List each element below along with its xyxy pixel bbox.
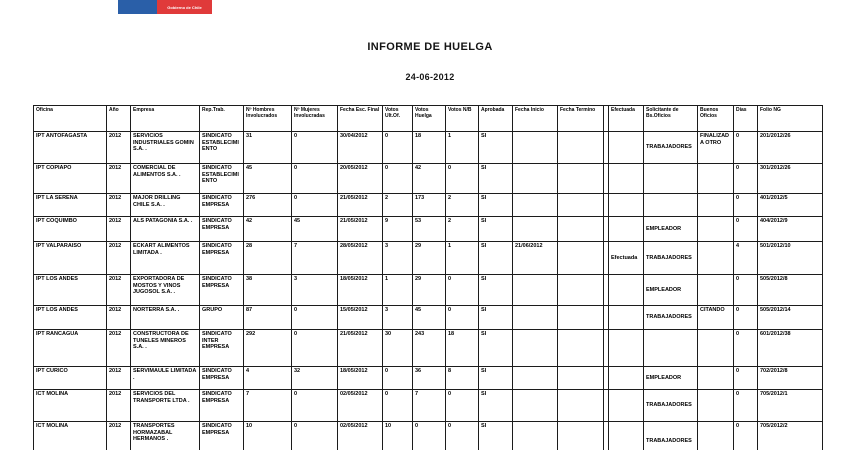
table-cell: EMPLEADOR (644, 217, 698, 242)
table-cell: CONSTRUCTORA DE TUNELES MINEROS S.A. . (131, 330, 200, 367)
table-cell: TRABAJADORES (644, 306, 698, 330)
table-cell: 301/2012/26 (758, 164, 823, 194)
table-cell: IPT ANTOFAGASTA (34, 132, 107, 164)
table-cell: 0 (446, 164, 479, 194)
table-cell (698, 217, 734, 242)
table-cell: EMPLEADOR (644, 367, 698, 390)
table-cell (698, 367, 734, 390)
table-cell: ALS PATAGONIA S.A. . (131, 217, 200, 242)
table-cell: 2012 (107, 217, 131, 242)
table-cell: SINDICATO EMPRESA (200, 217, 244, 242)
table-cell: SI (479, 194, 513, 217)
table-cell: 28/05/2012 (338, 242, 383, 275)
table-cell: 15/05/2012 (338, 306, 383, 330)
table-cell: 3 (383, 242, 413, 275)
table-cell (513, 330, 558, 367)
table-cell (698, 330, 734, 367)
strike-report-table (33, 105, 823, 450)
table-cell (609, 275, 644, 306)
table-cell (513, 217, 558, 242)
table-cell (513, 275, 558, 306)
column-header: Año (107, 106, 131, 132)
column-header: Rep.Trab. (200, 106, 244, 132)
table-cell: 0 (292, 164, 338, 194)
column-header: Fecha Inicio (513, 106, 558, 132)
table-cell: 18 (446, 330, 479, 367)
report-date: 24-06-2012 (405, 72, 455, 82)
column-header: Oficina (34, 106, 107, 132)
table-cell: 0 (292, 330, 338, 367)
column-header: Empresa (131, 106, 200, 132)
table-cell: 4 (734, 242, 758, 275)
table-cell: 30 (383, 330, 413, 367)
table-cell: 7 (413, 390, 446, 422)
table-cell: 2012 (107, 194, 131, 217)
table-cell: ICT MOLINA (34, 390, 107, 422)
table-cell (698, 194, 734, 217)
table-cell (644, 164, 698, 194)
table-cell: 3 (292, 275, 338, 306)
table-cell: 9 (383, 217, 413, 242)
table-cell: 45 (292, 217, 338, 242)
column-header: Buenos Oficios (698, 106, 734, 132)
table-cell: 2012 (107, 132, 131, 164)
table-cell: 0 (446, 306, 479, 330)
table-cell: 8 (446, 367, 479, 390)
table-cell: 0 (383, 367, 413, 390)
column-header: Solicitante de Bs.Oficios (644, 106, 698, 132)
table-cell: 601/2012/38 (758, 330, 823, 367)
table-cell (558, 422, 604, 450)
table-cell: 18/05/2012 (338, 367, 383, 390)
table-cell: ECKART ALIMENTOS LIMITADA . (131, 242, 200, 275)
table-cell (513, 367, 558, 390)
table-cell: SERVICIOS INDUSTRIALES GOMIN S.A. . (131, 132, 200, 164)
table-cell: SI (479, 330, 513, 367)
column-header: Nº Mujeres Involucradas (292, 106, 338, 132)
table-row (34, 275, 823, 306)
table-cell: 702/2012/8 (758, 367, 823, 390)
table-cell: TRABAJADORES (644, 242, 698, 275)
table-cell: SINDICATO EMPRESA (200, 194, 244, 217)
table-cell: EMPLEADOR (644, 275, 698, 306)
table-cell: 0 (413, 422, 446, 450)
table-cell: 42 (244, 217, 292, 242)
table-cell: 0 (734, 306, 758, 330)
table-cell: 21/06/2012 (513, 242, 558, 275)
table-cell (513, 132, 558, 164)
logo-text: Gobierno de Chile (167, 4, 202, 10)
table-cell: IPT RANCAGUA (34, 330, 107, 367)
column-header: Folio NG (758, 106, 823, 132)
table-row (34, 367, 823, 390)
table-cell: SINDICATO EMPRESA (200, 242, 244, 275)
table-cell: IPT COQUIMBO (34, 217, 107, 242)
table-cell: IPT LOS ANDES (34, 306, 107, 330)
table-cell: SINDICATO EMPRESA (200, 390, 244, 422)
table-cell: 18/05/2012 (338, 275, 383, 306)
table-row (34, 132, 823, 164)
table-cell: SINDICATO EMPRESA (200, 422, 244, 450)
logo-blue-flag-block (118, 0, 157, 14)
table-cell: 0 (734, 422, 758, 450)
table-header-row (34, 106, 823, 132)
table-cell: 30/04/2012 (338, 132, 383, 164)
table-cell: 1 (446, 242, 479, 275)
table-cell (609, 367, 644, 390)
table-cell: 45 (244, 164, 292, 194)
table-cell (609, 194, 644, 217)
table-cell: 36 (413, 367, 446, 390)
table-cell (513, 194, 558, 217)
table-cell: 0 (292, 422, 338, 450)
table-cell: 4 (244, 367, 292, 390)
table-cell: 0 (734, 330, 758, 367)
column-header: Aprobada (479, 106, 513, 132)
table-cell: 02/05/2012 (338, 422, 383, 450)
table-cell: IPT VALPARAISO (34, 242, 107, 275)
table-cell: 0 (734, 390, 758, 422)
table-cell: 2012 (107, 275, 131, 306)
table-cell: 28 (244, 242, 292, 275)
table-cell: IPT COPIAPO (34, 164, 107, 194)
table-cell: SERVICIOS DEL TRANSPORTE LTDA . (131, 390, 200, 422)
table-cell: 0 (383, 132, 413, 164)
table-cell: 2012 (107, 367, 131, 390)
table-cell: EXPORTADORA DE MOSTOS Y VINOS JUGOSOL S.A. . (131, 275, 200, 306)
table-cell: SI (479, 217, 513, 242)
table-cell: 45 (413, 306, 446, 330)
logo-red-flag-block (157, 0, 212, 14)
table-cell: SINDICATO ESTABLECIMIENTO (200, 132, 244, 164)
table-cell (513, 390, 558, 422)
table-cell: SINDICATO EMPRESA (200, 367, 244, 390)
table-cell: 0 (446, 422, 479, 450)
column-header: Días (734, 106, 758, 132)
table-cell: 0 (292, 390, 338, 422)
table-cell: 2012 (107, 390, 131, 422)
table-cell (558, 217, 604, 242)
column-header: Fecha Termino (558, 106, 604, 132)
table-cell: SI (479, 132, 513, 164)
table-cell: 705/2012/2 (758, 422, 823, 450)
table-cell (558, 164, 604, 194)
column-header: Votos N/B (446, 106, 479, 132)
table-cell: 2012 (107, 164, 131, 194)
table-cell: IPT CURICO (34, 367, 107, 390)
table-cell (609, 390, 644, 422)
table-cell (609, 306, 644, 330)
table-cell: 10 (383, 422, 413, 450)
table-cell: SINDICATO EMPRESA (200, 275, 244, 306)
table-row (34, 194, 823, 217)
table-cell (558, 330, 604, 367)
table-cell (609, 217, 644, 242)
table-body (34, 132, 823, 450)
table-cell (609, 330, 644, 367)
table-cell: SI (479, 367, 513, 390)
table-cell: 31 (244, 132, 292, 164)
table-cell: 404/2012/9 (758, 217, 823, 242)
table-cell: NORTERRA S.A. . (131, 306, 200, 330)
table-cell (558, 242, 604, 275)
table-cell: COMERCIAL DE ALIMENTOS S.A. . (131, 164, 200, 194)
table-cell: FINALIZADA OTRO (698, 132, 734, 164)
table-row (34, 390, 823, 422)
table-row (34, 242, 823, 275)
table-cell: TRANSPORTES HORMAZABAL HERMANOS . (131, 422, 200, 450)
table-cell: ICT MOLINA (34, 422, 107, 450)
table-cell: 0 (734, 367, 758, 390)
table-cell (698, 422, 734, 450)
table-cell: Efectuada (609, 242, 644, 275)
table-cell (609, 132, 644, 164)
table-cell (698, 164, 734, 194)
table-cell: IPT LA SERENA (34, 194, 107, 217)
table-cell (558, 194, 604, 217)
table-cell: 401/2012/5 (758, 194, 823, 217)
table-cell: 0 (734, 164, 758, 194)
table-cell: 0 (292, 132, 338, 164)
table-cell: 0 (446, 275, 479, 306)
table-cell: 501/2012/10 (758, 242, 823, 275)
table-cell: 2 (446, 194, 479, 217)
table-cell: 2 (383, 194, 413, 217)
table-cell: GRUPO (200, 306, 244, 330)
table-cell: 7 (244, 390, 292, 422)
table-cell: 2 (446, 217, 479, 242)
table-cell: MAJOR DRILLING CHILE S.A. . (131, 194, 200, 217)
table-cell: 292 (244, 330, 292, 367)
table-cell (558, 275, 604, 306)
table-cell: 201/2012/26 (758, 132, 823, 164)
table-cell (644, 194, 698, 217)
table-cell: 21/05/2012 (338, 194, 383, 217)
column-header: Nº Hombres Involucrados (244, 106, 292, 132)
table-cell (558, 306, 604, 330)
table-cell: 3 (383, 306, 413, 330)
table-cell: 29 (413, 275, 446, 306)
table-cell: SI (479, 164, 513, 194)
table-cell: 0 (292, 306, 338, 330)
table-cell: 02/05/2012 (338, 390, 383, 422)
table-cell: SI (479, 306, 513, 330)
table-cell: TRABAJADORES (644, 132, 698, 164)
table-row (34, 306, 823, 330)
table-cell: 10 (244, 422, 292, 450)
table-cell: 21/05/2012 (338, 217, 383, 242)
table-cell: 21/05/2012 (338, 330, 383, 367)
table-cell (609, 164, 644, 194)
table-cell: 1 (446, 132, 479, 164)
table-cell: TRABAJADORES (644, 422, 698, 450)
table-cell: 0 (734, 217, 758, 242)
table-cell (513, 164, 558, 194)
table-cell: 0 (383, 390, 413, 422)
table-cell: 7 (292, 242, 338, 275)
column-header: Votos Huelga (413, 106, 446, 132)
table-cell: 0 (383, 164, 413, 194)
table-cell: 18 (413, 132, 446, 164)
table-cell: TRABAJADORES (644, 390, 698, 422)
table-cell: 0 (446, 390, 479, 422)
table-cell: SINDICATO INTER EMPRESA (200, 330, 244, 367)
table-cell: 53 (413, 217, 446, 242)
table-cell (609, 422, 644, 450)
table-cell: 42 (413, 164, 446, 194)
table-row (34, 330, 823, 367)
table-row (34, 422, 823, 450)
table-cell (698, 275, 734, 306)
table-cell: 2012 (107, 330, 131, 367)
table-cell: 505/2012/8 (758, 275, 823, 306)
strike-report-table-wrap (33, 105, 823, 450)
table-cell: 87 (244, 306, 292, 330)
table-cell: 20/05/2012 (338, 164, 383, 194)
table-cell: SERVIMAULE LIMITADA . (131, 367, 200, 390)
table-row (34, 164, 823, 194)
table-cell (558, 132, 604, 164)
column-header: Efectuada (609, 106, 644, 132)
table-cell: IPT LOS ANDES (34, 275, 107, 306)
table-row (34, 217, 823, 242)
table-cell: 0 (292, 194, 338, 217)
table-cell: SI (479, 422, 513, 450)
table-cell: 0 (734, 275, 758, 306)
table-cell (558, 367, 604, 390)
table-cell (698, 242, 734, 275)
table-cell: SINDICATO ESTABLECIMIENTO (200, 164, 244, 194)
table-cell: 38 (244, 275, 292, 306)
column-header: Fecha Esc. Final (338, 106, 383, 132)
table-cell: 276 (244, 194, 292, 217)
page-title: INFORME DE HUELGA (367, 41, 493, 53)
gobierno-de-chile-logo (118, 0, 212, 14)
table-cell (644, 330, 698, 367)
table-cell: SI (479, 390, 513, 422)
table-cell: SI (479, 275, 513, 306)
table-cell: 29 (413, 242, 446, 275)
table-cell (513, 306, 558, 330)
table-cell: 505/2012/14 (758, 306, 823, 330)
table-cell: 2012 (107, 306, 131, 330)
table-cell: 243 (413, 330, 446, 367)
table-cell (558, 390, 604, 422)
table-cell: 705/2012/1 (758, 390, 823, 422)
table-cell: 1 (383, 275, 413, 306)
table-cell (698, 390, 734, 422)
column-header: Votos Ult.Of. (383, 106, 413, 132)
table-cell: 2012 (107, 242, 131, 275)
table-cell: 2012 (107, 422, 131, 450)
table-cell (513, 422, 558, 450)
table-cell: 0 (734, 194, 758, 217)
table-cell: SI (479, 242, 513, 275)
table-cell: CITANDO (698, 306, 734, 330)
table-cell: 0 (734, 132, 758, 164)
table-cell: 32 (292, 367, 338, 390)
table-cell: 173 (413, 194, 446, 217)
